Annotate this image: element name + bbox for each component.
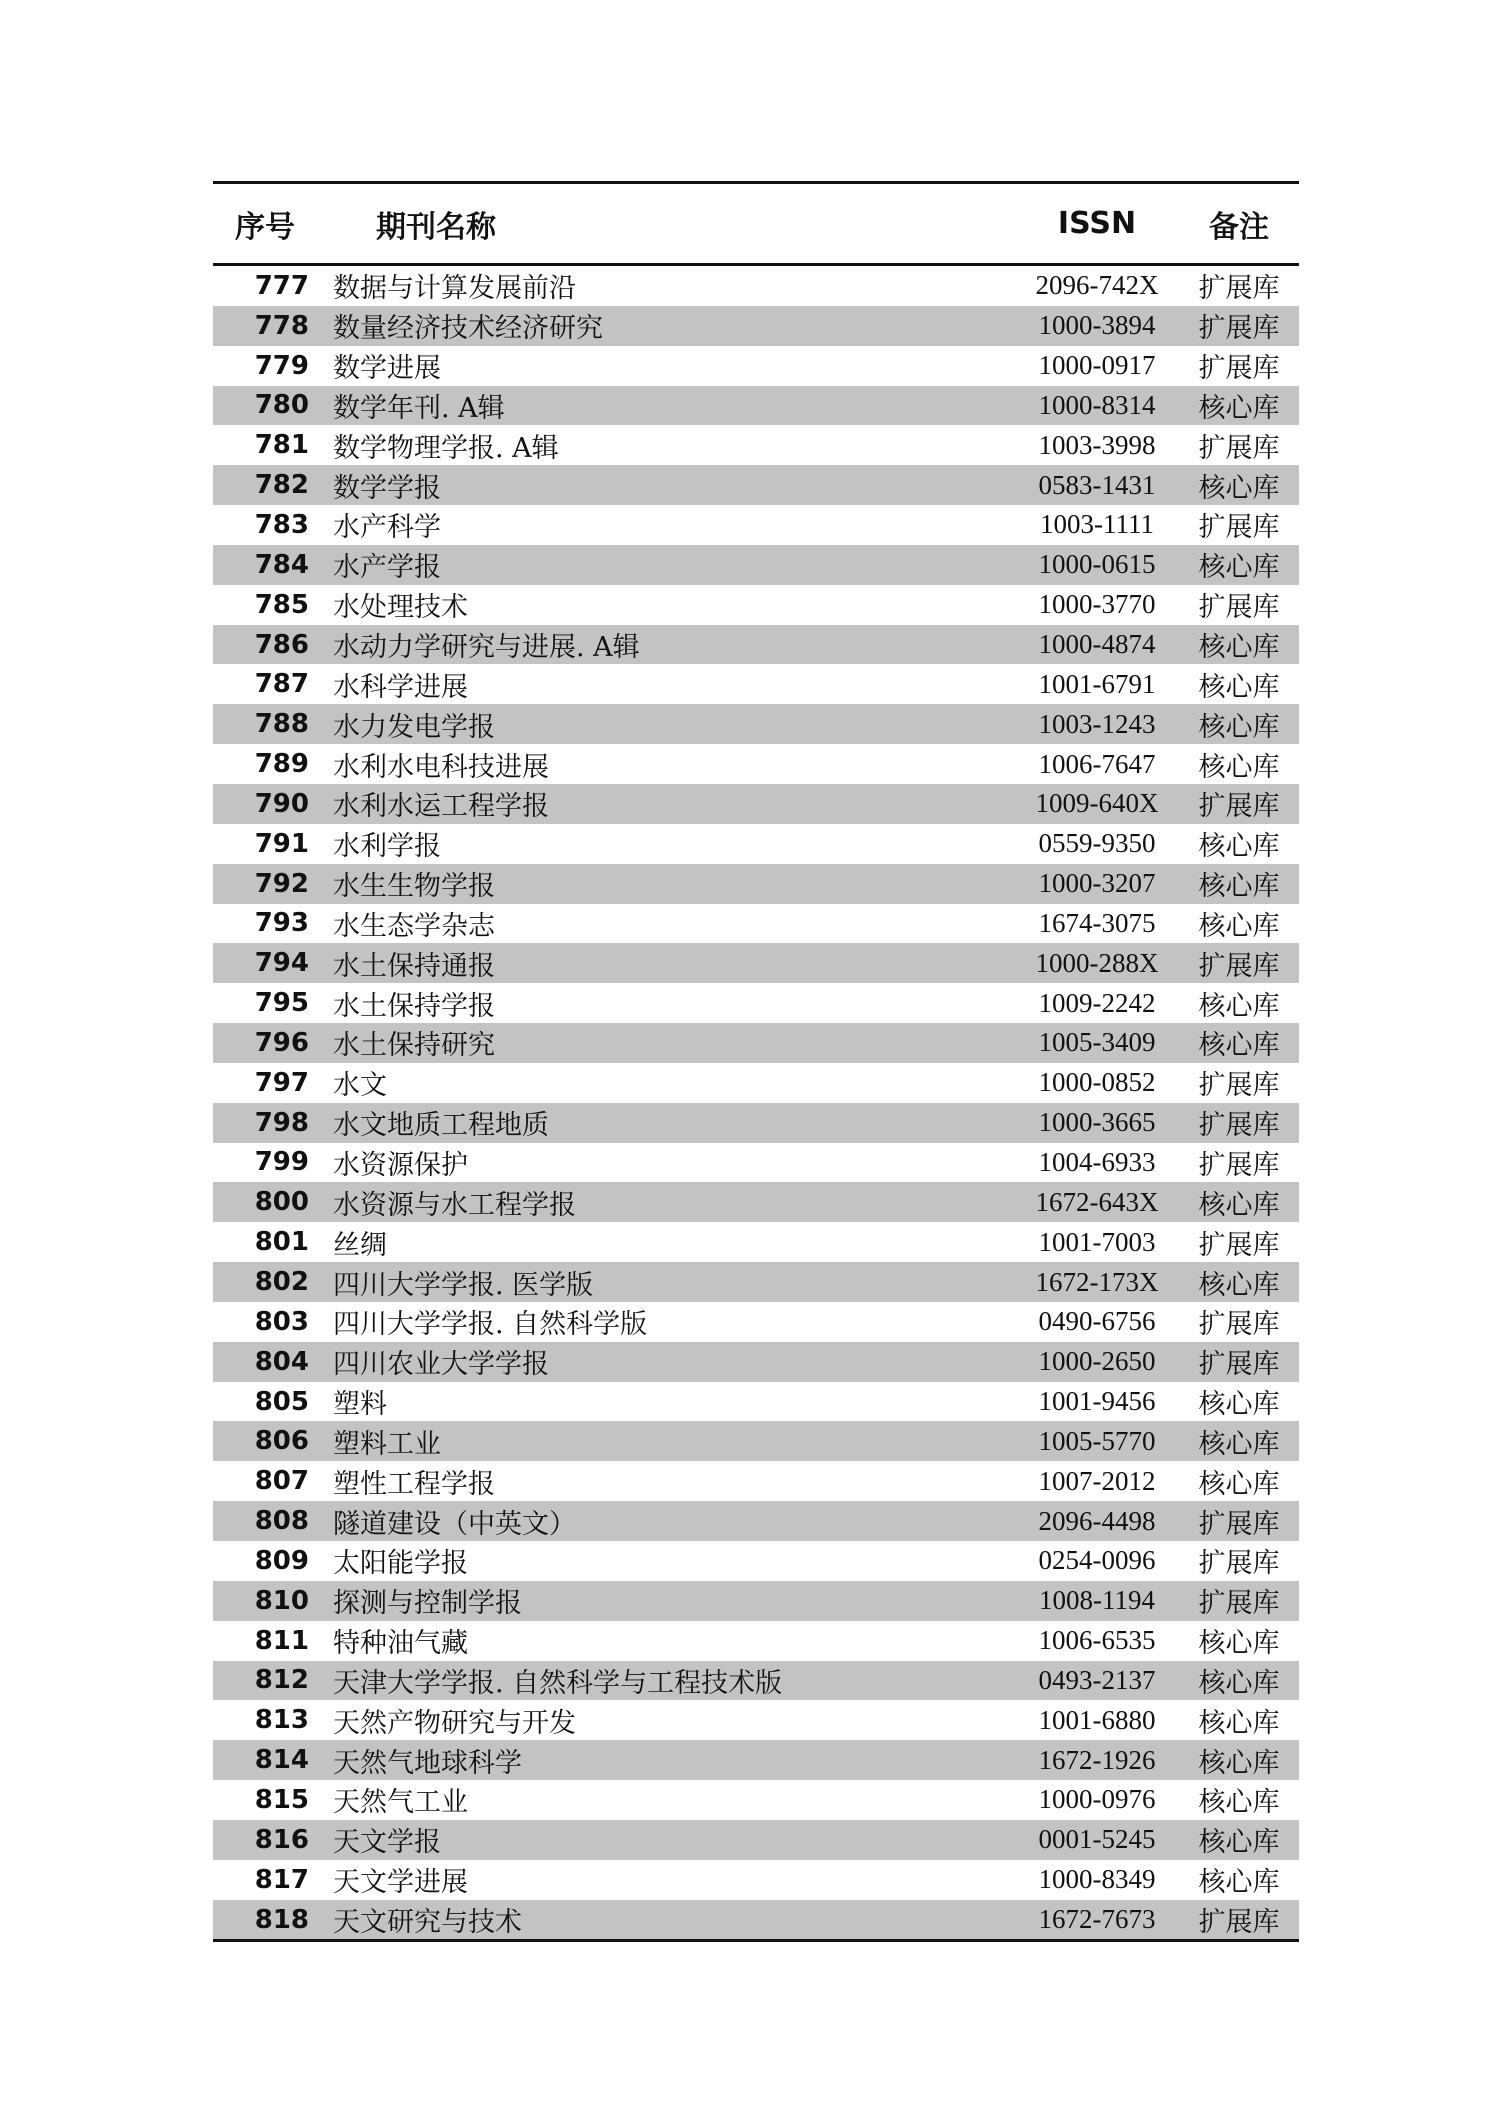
table-row bbox=[213, 1182, 1299, 1222]
table-row bbox=[213, 1740, 1299, 1780]
row-journal-name: 水利水运工程学报 bbox=[333, 791, 549, 823]
row-no: 798 bbox=[254, 1107, 309, 1138]
row-journal-name: 水利学报 bbox=[333, 831, 441, 863]
table-row bbox=[213, 1103, 1299, 1143]
row-journal-name: 天然气地球科学 bbox=[333, 1747, 522, 1779]
row-issn: 0254-0096 bbox=[1038, 1545, 1156, 1576]
row-no: 796 bbox=[254, 1027, 309, 1058]
table-row bbox=[213, 824, 1299, 864]
table-row bbox=[213, 1501, 1299, 1541]
table-row bbox=[213, 1262, 1299, 1302]
table-row bbox=[213, 1222, 1299, 1262]
row-note: 核心库 bbox=[1198, 1428, 1280, 1460]
row-issn: 1009-2242 bbox=[1038, 987, 1156, 1018]
row-no: 793 bbox=[254, 908, 309, 939]
row-no: 809 bbox=[254, 1545, 309, 1576]
row-note: 扩展库 bbox=[1198, 592, 1280, 624]
row-issn: 1000-3770 bbox=[1038, 589, 1156, 620]
row-journal-name: 天文学报 bbox=[333, 1827, 441, 1859]
row-note: 核心库 bbox=[1198, 392, 1280, 424]
row-journal-name: 四川大学学报. 自然科学版 bbox=[333, 1309, 648, 1341]
row-journal-name: 水处理技术 bbox=[333, 592, 468, 624]
row-issn: 1000-3665 bbox=[1038, 1107, 1156, 1138]
table-row bbox=[213, 585, 1299, 625]
row-issn: 1005-3409 bbox=[1038, 1027, 1156, 1058]
row-no: 794 bbox=[254, 948, 309, 979]
row-no: 817 bbox=[254, 1864, 309, 1895]
row-journal-name: 水利水电科技进展 bbox=[333, 751, 549, 783]
row-no: 780 bbox=[254, 390, 309, 421]
row-note: 扩展库 bbox=[1198, 353, 1280, 385]
row-issn: 1009-640X bbox=[1035, 788, 1159, 819]
row-no: 777 bbox=[254, 270, 309, 301]
row-issn: 2096-742X bbox=[1035, 270, 1159, 301]
row-no: 804 bbox=[254, 1346, 309, 1377]
table-row bbox=[213, 1382, 1299, 1422]
row-no: 801 bbox=[254, 1227, 309, 1258]
row-no: 811 bbox=[254, 1625, 309, 1656]
row-issn: 1003-1243 bbox=[1038, 708, 1156, 739]
row-journal-name: 天然气工业 bbox=[333, 1787, 468, 1819]
row-note: 核心库 bbox=[1198, 1628, 1280, 1660]
row-issn: 1005-5770 bbox=[1038, 1425, 1156, 1456]
row-journal-name: 水资源与水工程学报 bbox=[333, 1189, 576, 1221]
row-no: 803 bbox=[254, 1306, 309, 1337]
row-journal-name: 天津大学学报. 自然科学与工程技术版 bbox=[333, 1667, 783, 1699]
row-issn: 1006-6535 bbox=[1038, 1625, 1156, 1656]
row-journal-name: 水文 bbox=[333, 1070, 387, 1102]
row-no: 808 bbox=[254, 1506, 309, 1537]
table-row bbox=[213, 1302, 1299, 1342]
row-issn: 1672-643X bbox=[1035, 1186, 1159, 1217]
row-no: 784 bbox=[254, 549, 309, 580]
row-issn: 1000-0976 bbox=[1038, 1784, 1156, 1815]
row-note: 核心库 bbox=[1198, 910, 1280, 942]
table-row bbox=[213, 864, 1299, 904]
row-issn: 1000-0917 bbox=[1038, 350, 1156, 381]
table-row bbox=[213, 306, 1299, 346]
row-journal-name: 太阳能学报 bbox=[333, 1548, 468, 1580]
row-journal-name: 数学学报 bbox=[333, 472, 441, 504]
row-journal-name: 水产科学 bbox=[333, 512, 441, 544]
table-row bbox=[213, 704, 1299, 744]
row-no: 805 bbox=[254, 1386, 309, 1417]
row-note: 扩展库 bbox=[1198, 791, 1280, 823]
row-journal-name: 水产学报 bbox=[333, 552, 441, 584]
row-note: 扩展库 bbox=[1198, 432, 1280, 464]
row-no: 789 bbox=[254, 749, 309, 780]
table-row bbox=[213, 1063, 1299, 1103]
table-row bbox=[213, 1780, 1299, 1820]
row-no: 791 bbox=[254, 828, 309, 859]
row-no: 814 bbox=[254, 1745, 309, 1776]
table-bottom-rule bbox=[213, 1939, 1299, 1942]
row-journal-name: 水土保持通报 bbox=[333, 950, 495, 982]
row-journal-name: 探测与控制学报 bbox=[333, 1588, 522, 1620]
row-journal-name: 四川农业大学学报 bbox=[333, 1349, 549, 1381]
table-row bbox=[213, 1621, 1299, 1661]
row-issn: 1000-8349 bbox=[1038, 1864, 1156, 1895]
row-no: 810 bbox=[254, 1585, 309, 1616]
row-note: 扩展库 bbox=[1198, 1070, 1280, 1102]
row-journal-name: 数据与计算发展前沿 bbox=[333, 273, 576, 305]
row-journal-name: 天文研究与技术 bbox=[333, 1907, 522, 1939]
row-journal-name: 特种油气藏 bbox=[333, 1628, 468, 1660]
row-no: 795 bbox=[254, 988, 309, 1019]
row-note: 核心库 bbox=[1198, 472, 1280, 504]
row-note: 扩展库 bbox=[1198, 512, 1280, 544]
header-issn: ISSN bbox=[1057, 206, 1137, 241]
row-issn: 1000-8314 bbox=[1038, 389, 1156, 420]
row-no: 786 bbox=[254, 629, 309, 660]
row-journal-name: 塑性工程学报 bbox=[333, 1468, 495, 1500]
header-name: 期刊名称 bbox=[376, 209, 496, 245]
row-issn: 1672-1926 bbox=[1038, 1744, 1156, 1775]
row-issn: 1000-3207 bbox=[1038, 868, 1156, 899]
row-issn: 0493-2137 bbox=[1038, 1664, 1156, 1695]
table-row bbox=[213, 1461, 1299, 1501]
table-row bbox=[213, 1143, 1299, 1183]
row-journal-name: 四川大学学报. 医学版 bbox=[333, 1269, 594, 1301]
row-issn: 1001-6880 bbox=[1038, 1704, 1156, 1735]
row-note: 扩展库 bbox=[1198, 1349, 1280, 1381]
row-journal-name: 水土保持研究 bbox=[333, 1030, 495, 1062]
row-journal-name: 数学进展 bbox=[333, 353, 441, 385]
row-note: 扩展库 bbox=[1198, 1588, 1280, 1620]
table-row bbox=[213, 1581, 1299, 1621]
row-issn: 1003-3998 bbox=[1038, 429, 1156, 460]
row-no: 807 bbox=[254, 1466, 309, 1497]
row-issn: 1000-0852 bbox=[1038, 1067, 1156, 1098]
table-row bbox=[213, 943, 1299, 983]
row-issn: 1000-288X bbox=[1035, 947, 1159, 978]
row-journal-name: 塑料 bbox=[333, 1389, 387, 1421]
row-note: 扩展库 bbox=[1198, 273, 1280, 305]
row-no: 800 bbox=[254, 1187, 309, 1218]
row-journal-name: 塑料工业 bbox=[333, 1428, 441, 1460]
table-row bbox=[213, 1700, 1299, 1740]
row-journal-name: 水科学进展 bbox=[333, 671, 468, 703]
row-journal-name: 水土保持学报 bbox=[333, 990, 495, 1022]
row-note: 核心库 bbox=[1198, 1707, 1280, 1739]
row-no: 816 bbox=[254, 1824, 309, 1855]
row-issn: 1001-7003 bbox=[1038, 1226, 1156, 1257]
row-issn: 1000-0615 bbox=[1038, 549, 1156, 580]
row-note: 核心库 bbox=[1198, 1269, 1280, 1301]
row-note: 扩展库 bbox=[1198, 1149, 1280, 1181]
table-row bbox=[213, 545, 1299, 585]
row-note: 核心库 bbox=[1198, 1827, 1280, 1859]
row-note: 核心库 bbox=[1198, 1787, 1280, 1819]
row-note: 核心库 bbox=[1198, 871, 1280, 903]
row-note: 核心库 bbox=[1198, 751, 1280, 783]
row-no: 813 bbox=[254, 1705, 309, 1736]
row-no: 818 bbox=[254, 1904, 309, 1935]
row-journal-name: 天然产物研究与开发 bbox=[333, 1707, 576, 1739]
row-journal-name: 水文地质工程地质 bbox=[333, 1110, 549, 1142]
row-no: 785 bbox=[254, 589, 309, 620]
row-issn: 1674-3075 bbox=[1038, 907, 1156, 938]
row-journal-name: 水资源保护 bbox=[333, 1149, 468, 1181]
table-row bbox=[213, 1023, 1299, 1063]
row-issn: 1001-9456 bbox=[1038, 1386, 1156, 1417]
table-row bbox=[213, 664, 1299, 704]
row-no: 797 bbox=[254, 1067, 309, 1098]
table-row bbox=[213, 744, 1299, 784]
table-row bbox=[213, 1860, 1299, 1900]
row-issn: 1006-7647 bbox=[1038, 748, 1156, 779]
row-issn: 2096-4498 bbox=[1038, 1505, 1156, 1536]
row-issn: 1008-1194 bbox=[1039, 1585, 1155, 1616]
row-note: 核心库 bbox=[1198, 1867, 1280, 1899]
row-no: 787 bbox=[254, 669, 309, 700]
row-note: 核心库 bbox=[1198, 1030, 1280, 1062]
table-header bbox=[213, 184, 1299, 263]
row-note: 扩展库 bbox=[1198, 1907, 1280, 1939]
table-row bbox=[213, 266, 1299, 306]
row-no: 781 bbox=[254, 430, 309, 461]
row-no: 792 bbox=[254, 868, 309, 899]
row-no: 783 bbox=[254, 509, 309, 540]
row-note: 扩展库 bbox=[1198, 1508, 1280, 1540]
row-note: 核心库 bbox=[1198, 990, 1280, 1022]
table-row bbox=[213, 1541, 1299, 1581]
row-note: 扩展库 bbox=[1198, 950, 1280, 982]
row-issn: 1000-2650 bbox=[1038, 1346, 1156, 1377]
row-journal-name: 水力发电学报 bbox=[333, 711, 495, 743]
row-no: 779 bbox=[254, 350, 309, 381]
row-note: 核心库 bbox=[1198, 1667, 1280, 1699]
row-issn: 1672-7673 bbox=[1038, 1904, 1156, 1935]
header-no: 序号 bbox=[235, 209, 295, 245]
row-issn: 0559-9350 bbox=[1038, 828, 1156, 859]
row-note: 核心库 bbox=[1198, 671, 1280, 703]
row-no: 782 bbox=[254, 470, 309, 501]
row-issn: 1003-1111 bbox=[1040, 509, 1154, 540]
row-issn: 0583-1431 bbox=[1038, 469, 1156, 500]
row-journal-name: 水生态学杂志 bbox=[333, 910, 495, 942]
table-row bbox=[213, 904, 1299, 944]
row-issn: 0001-5245 bbox=[1038, 1824, 1156, 1855]
table-row bbox=[213, 1342, 1299, 1382]
row-note: 核心库 bbox=[1198, 1468, 1280, 1500]
row-issn: 0490-6756 bbox=[1038, 1306, 1156, 1337]
row-journal-name: 数学物理学报. A辑 bbox=[333, 432, 559, 464]
row-note: 扩展库 bbox=[1198, 1110, 1280, 1142]
row-note: 扩展库 bbox=[1198, 1229, 1280, 1261]
row-no: 815 bbox=[254, 1784, 309, 1815]
row-journal-name: 隧道建设（中英文） bbox=[333, 1508, 576, 1540]
table-row bbox=[213, 386, 1299, 426]
row-note: 扩展库 bbox=[1198, 1548, 1280, 1580]
row-note: 扩展库 bbox=[1198, 313, 1280, 345]
row-issn: 1007-2012 bbox=[1038, 1465, 1156, 1496]
row-no: 799 bbox=[254, 1147, 309, 1178]
table-row bbox=[213, 1900, 1299, 1940]
row-note: 核心库 bbox=[1198, 1189, 1280, 1221]
row-note: 核心库 bbox=[1198, 1389, 1280, 1421]
row-note: 核心库 bbox=[1198, 1747, 1280, 1779]
row-journal-name: 数量经济技术经济研究 bbox=[333, 313, 603, 345]
row-no: 790 bbox=[254, 788, 309, 819]
row-issn: 1004-6933 bbox=[1038, 1146, 1156, 1177]
row-no: 802 bbox=[254, 1267, 309, 1298]
table-row bbox=[213, 983, 1299, 1023]
row-note: 核心库 bbox=[1198, 632, 1280, 664]
table-row bbox=[213, 625, 1299, 665]
header-note: 备注 bbox=[1209, 209, 1269, 245]
row-note: 核心库 bbox=[1198, 831, 1280, 863]
table-row bbox=[213, 1421, 1299, 1461]
table-row bbox=[213, 784, 1299, 824]
table-row bbox=[213, 505, 1299, 545]
row-journal-name: 丝绸 bbox=[333, 1229, 387, 1261]
row-journal-name: 天文学进展 bbox=[333, 1867, 468, 1899]
table-row bbox=[213, 465, 1299, 505]
table-row bbox=[213, 1820, 1299, 1860]
row-issn: 1001-6791 bbox=[1038, 668, 1156, 699]
row-note: 扩展库 bbox=[1198, 1309, 1280, 1341]
row-no: 788 bbox=[254, 709, 309, 740]
table-row bbox=[213, 425, 1299, 465]
row-no: 812 bbox=[254, 1665, 309, 1696]
row-note: 核心库 bbox=[1198, 711, 1280, 743]
table-row bbox=[213, 1661, 1299, 1701]
row-no: 806 bbox=[254, 1426, 309, 1457]
row-note: 核心库 bbox=[1198, 552, 1280, 584]
row-issn: 1000-3894 bbox=[1038, 310, 1156, 341]
row-journal-name: 水动力学研究与进展. A辑 bbox=[333, 632, 640, 664]
journal-table bbox=[213, 181, 1299, 1942]
row-journal-name: 水生生物学报 bbox=[333, 871, 495, 903]
table-row bbox=[213, 346, 1299, 386]
row-journal-name: 数学年刊. A辑 bbox=[333, 392, 505, 424]
table-body bbox=[213, 266, 1299, 1939]
row-issn: 1000-4874 bbox=[1038, 629, 1156, 660]
row-issn: 1672-173X bbox=[1035, 1266, 1159, 1297]
row-no: 778 bbox=[254, 310, 309, 341]
